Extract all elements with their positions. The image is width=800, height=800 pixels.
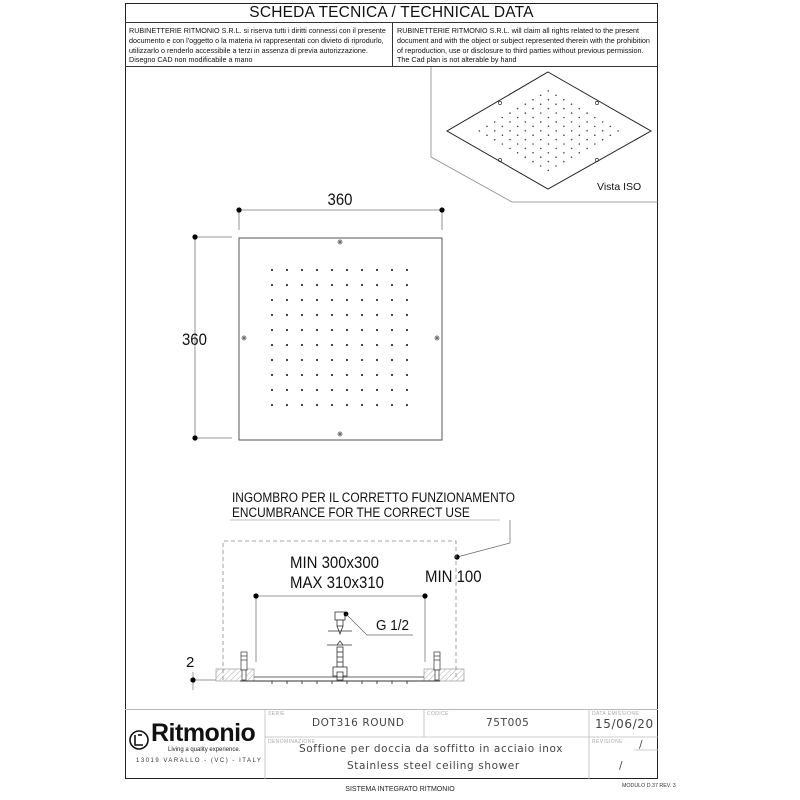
nozzle-dot bbox=[346, 314, 348, 316]
nozzle-dot bbox=[286, 389, 288, 391]
dim-endpoint bbox=[253, 593, 258, 598]
nozzle-dot bbox=[271, 404, 273, 406]
nozzle-dot bbox=[301, 404, 303, 406]
iso-nozzle-dot bbox=[579, 143, 581, 145]
iso-nozzle-dot bbox=[486, 126, 488, 128]
nozzle-dot bbox=[286, 404, 288, 406]
nozzle-dot bbox=[346, 404, 348, 406]
iso-view-label: Vista ISO bbox=[597, 181, 642, 193]
nozzle-dot bbox=[331, 359, 333, 361]
data-cell bbox=[589, 710, 658, 738]
shower-plate-plan bbox=[239, 238, 442, 440]
iso-nozzle-dot bbox=[517, 134, 519, 136]
nozzle-dot bbox=[391, 359, 393, 361]
nozzle-dot bbox=[301, 299, 303, 301]
nozzle-dot bbox=[361, 299, 363, 301]
iso-nozzle-dot bbox=[579, 126, 581, 128]
nozzle-dot bbox=[301, 329, 303, 331]
iso-nozzle-dot bbox=[555, 148, 557, 150]
logo-cell bbox=[125, 710, 265, 780]
nozzle-dot bbox=[361, 404, 363, 406]
iso-nozzle-dot bbox=[502, 117, 504, 119]
iso-nozzle-dot bbox=[571, 148, 573, 150]
iso-nozzle-dot bbox=[594, 143, 596, 145]
iso-nozzle-dot bbox=[548, 152, 550, 154]
iso-nozzle-dot bbox=[555, 95, 557, 97]
iso-shower-plate bbox=[447, 72, 651, 189]
nozzle-dot bbox=[286, 374, 288, 376]
nozzle-dot bbox=[391, 269, 393, 271]
nozzle-dot bbox=[286, 314, 288, 316]
iso-nozzle-dot bbox=[548, 161, 550, 163]
iso-nozzle-dot bbox=[540, 148, 542, 150]
nozzle-dot bbox=[361, 284, 363, 286]
nozzle-dot bbox=[316, 344, 318, 346]
nozzle-dot bbox=[376, 374, 378, 376]
nozzle-dot bbox=[331, 284, 333, 286]
iso-nozzle-dot bbox=[610, 126, 612, 128]
nozzle-dot bbox=[316, 284, 318, 286]
nozzle-dot bbox=[406, 404, 408, 406]
nozzle-dot bbox=[331, 329, 333, 331]
nozzle-dot bbox=[361, 344, 363, 346]
nozzle-dot bbox=[361, 374, 363, 376]
nozzle-dot bbox=[316, 359, 318, 361]
iso-nozzle-dot bbox=[594, 126, 596, 128]
nozzle-dot bbox=[361, 389, 363, 391]
nozzle-dot bbox=[331, 374, 333, 376]
nozzle-dot bbox=[391, 284, 393, 286]
nozzle-dot bbox=[301, 359, 303, 361]
iso-nozzle-dot bbox=[555, 112, 557, 114]
iso-nozzle-dot bbox=[586, 139, 588, 141]
width-dimension-label: 360 bbox=[327, 191, 353, 210]
connection-label: G 1/2 bbox=[376, 617, 409, 635]
nozzle-dot bbox=[271, 389, 273, 391]
nozzle-dot bbox=[316, 374, 318, 376]
iso-nozzle-dot bbox=[555, 103, 557, 105]
iso-nozzle-dot bbox=[540, 165, 542, 167]
iso-nozzle-dot bbox=[594, 117, 596, 119]
dim-endpoint bbox=[190, 677, 195, 682]
iso-nozzle-dot bbox=[602, 130, 604, 132]
codice-value: 75T005 bbox=[486, 717, 530, 729]
dim-endpoint bbox=[439, 207, 444, 212]
iso-nozzle-dot bbox=[517, 152, 519, 154]
nozzle-dot bbox=[286, 359, 288, 361]
title-block bbox=[125, 709, 658, 779]
nozzle-dot bbox=[316, 329, 318, 331]
iso-nozzle-dot bbox=[548, 143, 550, 145]
encumbrance-label-english: ENCUMBRANCE FOR THE CORRECT USE bbox=[232, 505, 470, 520]
denominazione-caption: DENOMINAZIONE bbox=[268, 739, 316, 745]
nozzle-dot bbox=[376, 299, 378, 301]
footer-system-label: SISTEMA INTEGRATO RITMONIO bbox=[345, 786, 455, 793]
nozzle-dot bbox=[331, 269, 333, 271]
revisione-caption: REVISIONE bbox=[592, 739, 623, 745]
iso-nozzle-dot bbox=[532, 126, 534, 128]
brand-logo: Ritmonio bbox=[151, 719, 256, 747]
nozzle-dot bbox=[391, 404, 393, 406]
nozzle-dot bbox=[406, 314, 408, 316]
copyright-notice-italian: RUBINETTERIE RITMONIO S.R.L. si riserva tutti i diritti connessi con il presente documento e con l'oggetto o la materia ivi rappresentati con divieto di riprodurlo, utilizzarlo o renderlo accessibile a terzi in assenza di previa autorizzazione. Disegno CAD non modificabile a mano bbox=[125, 23, 393, 67]
iso-nozzle-dot bbox=[494, 121, 496, 123]
iso-nozzle-dot bbox=[525, 112, 527, 114]
iso-nozzle-dot bbox=[548, 90, 550, 92]
iso-nozzle-dot bbox=[571, 112, 573, 114]
iso-nozzle-dot bbox=[525, 148, 527, 150]
iso-nozzle-dot bbox=[502, 126, 504, 128]
nozzle-dot bbox=[391, 299, 393, 301]
iso-nozzle-dot bbox=[555, 121, 557, 123]
leader-endpoint bbox=[454, 554, 459, 559]
iso-nozzle-dot bbox=[509, 139, 511, 141]
ceiling-section-left bbox=[216, 669, 254, 681]
nozzle-dot bbox=[316, 299, 318, 301]
nozzle-dot bbox=[391, 329, 393, 331]
iso-nozzle-dot bbox=[586, 112, 588, 114]
nozzle-dot bbox=[346, 284, 348, 286]
nozzle-dot bbox=[406, 359, 408, 361]
serie-cell bbox=[265, 710, 424, 738]
iso-nozzle-dot bbox=[571, 121, 573, 123]
iso-nozzle-dot bbox=[579, 117, 581, 119]
iso-nozzle-dot bbox=[494, 139, 496, 141]
revisione-value-1: / bbox=[639, 739, 644, 751]
codice-cell bbox=[424, 710, 589, 738]
nozzle-dot bbox=[376, 269, 378, 271]
thickness-dimension-label: 2 bbox=[186, 654, 195, 671]
encumbrance-label-italian: INGOMBRO PER IL CORRETTO FUNZIONAMENTO bbox=[232, 490, 515, 505]
serie-value: DOT316 ROUND bbox=[312, 717, 405, 729]
nozzle-dot bbox=[406, 344, 408, 346]
iso-nozzle-dot bbox=[509, 148, 511, 150]
nozzle-dot bbox=[331, 344, 333, 346]
nozzle-dot bbox=[346, 389, 348, 391]
iso-nozzle-dot bbox=[540, 121, 542, 123]
iso-nozzle-dot bbox=[555, 139, 557, 141]
iso-nozzle-dot bbox=[602, 121, 604, 123]
iso-nozzle-dot bbox=[532, 152, 534, 154]
iso-nozzle-dot bbox=[594, 134, 596, 136]
nozzle-dot bbox=[271, 359, 273, 361]
iso-nozzle-dot bbox=[486, 135, 488, 137]
nozzle-dot bbox=[406, 374, 408, 376]
nozzle-dot bbox=[376, 284, 378, 286]
dim-endpoint bbox=[192, 435, 197, 440]
iso-nozzle-dot bbox=[509, 112, 511, 114]
iso-nozzle-dot bbox=[532, 99, 534, 101]
iso-nozzle-dot bbox=[579, 108, 581, 110]
iso-nozzle-dot bbox=[525, 130, 527, 132]
iso-nozzle-dot bbox=[563, 143, 565, 145]
iso-nozzle-dot bbox=[540, 156, 542, 158]
nozzle-dot bbox=[271, 374, 273, 376]
codice-caption: CODICE bbox=[427, 711, 449, 717]
nozzle-dot bbox=[391, 344, 393, 346]
nozzle-dot bbox=[316, 389, 318, 391]
iso-nozzle-dot bbox=[517, 117, 519, 119]
min-clearance-label: MIN 100 bbox=[425, 567, 482, 586]
nozzle-dot bbox=[361, 314, 363, 316]
revisione-cell bbox=[589, 738, 658, 780]
iso-nozzle-dot bbox=[555, 165, 557, 167]
data-caption: DATA EMISSIONE bbox=[592, 711, 640, 717]
nozzle-dot bbox=[376, 389, 378, 391]
copyright-notice-english: RUBINETTERIE RITMONIO S.R.L. will claim all rights related to the present document and with the object or subject represented therein with the prohibition of reproduction, use or disclosure to third parties without previous permission. The Cad plan is not alterable by hand bbox=[397, 26, 650, 65]
nozzle-dot bbox=[376, 314, 378, 316]
nozzle-dot bbox=[391, 389, 393, 391]
iso-nozzle-dot bbox=[563, 152, 565, 154]
nozzle-dot bbox=[301, 374, 303, 376]
iso-nozzle-dot bbox=[579, 152, 581, 154]
dim-endpoint bbox=[422, 593, 427, 598]
nozzle-dot bbox=[301, 269, 303, 271]
iso-nozzle-dot bbox=[548, 117, 550, 119]
nozzle-dot bbox=[316, 269, 318, 271]
max-size-label: MAX 310x310 bbox=[290, 573, 384, 592]
iso-nozzle-dot bbox=[571, 130, 573, 132]
nozzle-dot bbox=[286, 329, 288, 331]
nozzle-dot bbox=[346, 329, 348, 331]
denominazione-cell bbox=[265, 738, 589, 780]
iso-nozzle-dot bbox=[532, 117, 534, 119]
nozzle-dot bbox=[406, 269, 408, 271]
revisione-value-2: / bbox=[619, 760, 624, 772]
iso-nozzle-dot bbox=[563, 108, 565, 110]
iso-nozzle-dot bbox=[532, 161, 534, 163]
nozzle-dot bbox=[271, 314, 273, 316]
nozzle-dot bbox=[271, 269, 273, 271]
height-dimension-label: 360 bbox=[182, 331, 207, 350]
nozzle-dot bbox=[286, 299, 288, 301]
nozzle-dot bbox=[376, 329, 378, 331]
iso-nozzle-dot bbox=[540, 103, 542, 105]
sheet-title: SCHEDA TECNICA / TECHNICAL DATA bbox=[125, 3, 658, 23]
iso-nozzle-dot bbox=[563, 99, 565, 101]
nozzle-dot bbox=[301, 284, 303, 286]
iso-nozzle-dot bbox=[494, 130, 496, 132]
ceiling-section-right bbox=[424, 669, 464, 681]
iso-nozzle-dot bbox=[532, 143, 534, 145]
nozzle-dot bbox=[376, 404, 378, 406]
min-size-label: MIN 300x300 bbox=[290, 553, 379, 572]
iso-nozzle-dot bbox=[532, 134, 534, 136]
iso-nozzle-dot bbox=[502, 143, 504, 145]
iso-nozzle-dot bbox=[563, 161, 565, 163]
iso-nozzle-dot bbox=[532, 108, 534, 110]
dim-endpoint bbox=[192, 234, 197, 239]
iso-nozzle-dot bbox=[525, 139, 527, 141]
nozzle-dot bbox=[271, 284, 273, 286]
iso-nozzle-dot bbox=[540, 130, 542, 132]
nozzle-dot bbox=[346, 374, 348, 376]
nozzle-dot bbox=[406, 329, 408, 331]
iso-nozzle-dot bbox=[617, 130, 619, 132]
nozzle-dot bbox=[286, 284, 288, 286]
nozzle-dot bbox=[346, 344, 348, 346]
width-dimension bbox=[239, 210, 442, 230]
iso-nozzle-dot bbox=[479, 130, 481, 132]
nozzle-dot bbox=[271, 329, 273, 331]
iso-nozzle-dot bbox=[571, 103, 573, 105]
nozzle-dot bbox=[286, 344, 288, 346]
nozzle-dot bbox=[361, 269, 363, 271]
brand-tagline: Living a quality experience. bbox=[168, 747, 241, 753]
nozzle-dot bbox=[316, 404, 318, 406]
water-connection-fitting bbox=[327, 612, 352, 680]
nozzle-dot bbox=[331, 389, 333, 391]
iso-nozzle-dot bbox=[517, 143, 519, 145]
nozzle-dot bbox=[406, 389, 408, 391]
iso-nozzle-dot bbox=[540, 95, 542, 97]
iso-nozzle-dot bbox=[548, 108, 550, 110]
nozzle-dot bbox=[301, 314, 303, 316]
iso-nozzle-dot bbox=[586, 130, 588, 132]
iso-nozzle-dot bbox=[563, 117, 565, 119]
nozzle-dot bbox=[346, 299, 348, 301]
iso-nozzle-dot bbox=[509, 130, 511, 132]
nozzle-dot bbox=[391, 374, 393, 376]
nozzle-dot bbox=[271, 344, 273, 346]
iso-nozzle-dot bbox=[548, 126, 550, 128]
footer-module-label: MODULO D.37 REV. 3 bbox=[622, 783, 676, 789]
iso-nozzle-dot bbox=[540, 139, 542, 141]
iso-nozzle-dot bbox=[548, 170, 550, 172]
nozzle-dot bbox=[376, 344, 378, 346]
encumbrance-leader bbox=[457, 520, 510, 557]
nozzle-dot bbox=[271, 299, 273, 301]
iso-nozzle-dot bbox=[563, 134, 565, 136]
denominazione-italian: Soffione per doccia da soffitto in acciaio inox bbox=[299, 743, 564, 755]
iso-nozzle-dot bbox=[548, 99, 550, 101]
iso-nozzle-dot bbox=[525, 103, 527, 105]
iso-nozzle-dot bbox=[563, 126, 565, 128]
iso-nozzle-dot bbox=[540, 112, 542, 114]
nozzle-dot bbox=[406, 284, 408, 286]
nozzle-dot bbox=[301, 389, 303, 391]
iso-nozzle-dot bbox=[509, 121, 511, 123]
nozzle-dot bbox=[286, 269, 288, 271]
iso-nozzle-dot bbox=[525, 156, 527, 158]
iso-nozzle-dot bbox=[548, 134, 550, 136]
nozzle-dot bbox=[361, 359, 363, 361]
iso-nozzle-dot bbox=[502, 134, 504, 136]
nozzle-dot bbox=[346, 269, 348, 271]
iso-nozzle-dot bbox=[517, 108, 519, 110]
iso-nozzle-dot bbox=[517, 126, 519, 128]
iso-nozzle-dot bbox=[579, 134, 581, 136]
dim-endpoint bbox=[236, 207, 241, 212]
denominazione-english: Stainless steel ceiling shower bbox=[347, 760, 520, 772]
iso-nozzle-dot bbox=[586, 148, 588, 150]
nozzle-dot bbox=[301, 344, 303, 346]
serie-caption: SERIE bbox=[268, 711, 286, 717]
nozzle-dot bbox=[406, 299, 408, 301]
iso-nozzle-dot bbox=[555, 130, 557, 132]
nozzle-dot bbox=[316, 314, 318, 316]
nozzle-dot bbox=[376, 359, 378, 361]
iso-nozzle-dot bbox=[555, 156, 557, 158]
nozzle-dot bbox=[331, 404, 333, 406]
data-value: 15/06/20 bbox=[595, 717, 654, 731]
nozzle-dot bbox=[346, 359, 348, 361]
iso-nozzle-dot bbox=[571, 156, 573, 158]
brand-address: 13019 VARALLO - (VC) - ITALY bbox=[136, 758, 263, 764]
iso-nozzle-dot bbox=[602, 139, 604, 141]
nozzle-dot bbox=[331, 299, 333, 301]
nozzle-dot bbox=[331, 314, 333, 316]
iso-nozzle-dot bbox=[610, 135, 612, 137]
nozzle-dot bbox=[391, 314, 393, 316]
iso-nozzle-dot bbox=[571, 139, 573, 141]
nozzle-dot bbox=[361, 329, 363, 331]
iso-nozzle-dot bbox=[586, 121, 588, 123]
iso-nozzle-dot bbox=[525, 121, 527, 123]
